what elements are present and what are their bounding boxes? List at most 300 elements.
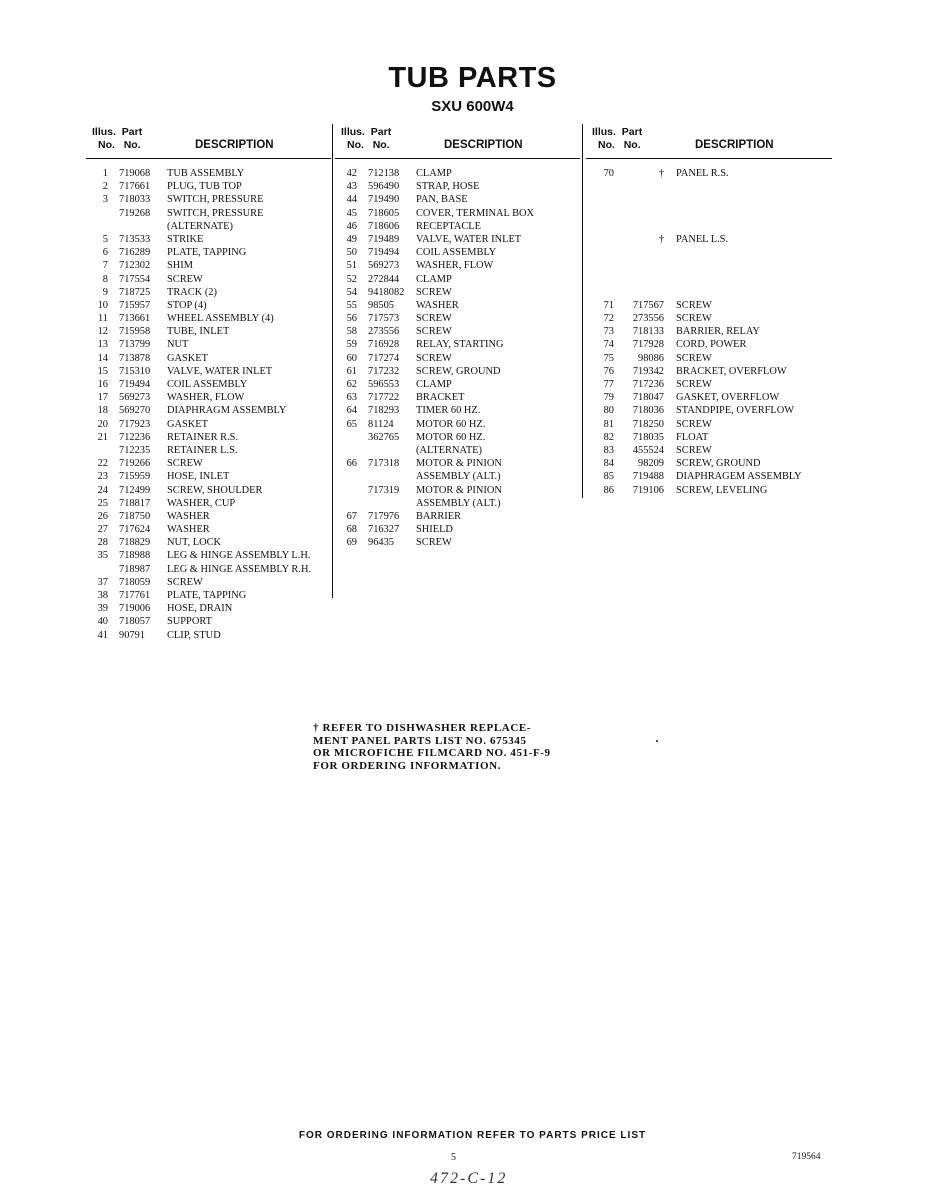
part-description: BRACKET, OVERFLOW [676,365,787,377]
item-number: 68 [346,524,357,536]
part-description: PANEL R.S. [676,168,729,179]
parts-row [335,404,580,417]
part-number: 717976 [368,510,400,522]
part-number: 718605 [368,207,400,219]
header-illus-part: Illus. Part [92,126,143,138]
part-description: SHIM [167,260,193,272]
parts-list [335,167,580,549]
part-number: 716289 [119,247,151,259]
parts-row [586,431,832,444]
part-number: 718057 [119,616,151,628]
item-number: 24 [97,484,108,496]
page-number: 5 [451,1152,456,1163]
parts-row [335,312,580,325]
column-header [335,124,580,158]
header-illus-part: Illus. Part [341,126,392,138]
parts-column-3 [586,124,832,497]
parts-row [86,167,331,180]
item-number: 10 [97,299,108,311]
part-description: CLAMP [416,273,452,285]
parts-row [335,497,580,510]
part-number: 718035 [632,431,664,443]
item-number: 3 [102,194,108,206]
part-number: 96435 [368,537,394,549]
part-number: 717624 [119,524,151,536]
parts-row [86,193,331,206]
item-number: 45 [346,207,357,219]
part-number: 717274 [368,352,400,364]
header-no: No. No. [347,139,390,151]
parts-row [586,273,832,286]
parts-row [586,193,832,206]
parts-row [86,404,331,417]
part-description: CLIP, STUD [167,629,221,641]
item-number: 6 [102,247,108,259]
part-number: 718033 [119,194,151,206]
part-description: CLAMP [416,168,452,179]
part-description: SCREW [167,576,203,588]
part-number: 719266 [119,458,151,470]
parts-row [86,259,331,272]
part-description: STANDPIPE, OVERFLOW [676,405,795,417]
parts-row [86,602,331,615]
parts-row [86,391,331,404]
item-number: 37 [97,576,108,588]
item-number: 40 [97,616,108,628]
part-description: BRACKET [416,392,465,404]
parts-row [86,338,331,351]
parts-row [86,325,331,338]
parts-row [335,510,580,523]
ordering-footer: FOR ORDERING INFORMATION REFER TO PARTS PRICE LIST [298,1130,647,1141]
part-description: GASKET, OVERFLOW [676,392,780,404]
item-number: 59 [346,339,357,351]
part-number: 717554 [119,273,151,285]
part-number: 719068 [119,168,151,179]
parts-row [335,523,580,536]
part-number: 719106 [632,484,664,496]
part-description: COIL ASSEMBLY [167,379,248,390]
part-description: RETAINER R.S. [167,431,239,443]
item-number: 43 [346,181,357,193]
parts-row [86,444,331,457]
parts-row [335,431,580,444]
parts-row [586,338,832,351]
part-description: MOTOR 60 HZ. [416,431,486,443]
parts-row [86,312,331,325]
item-number: 64 [346,405,357,417]
item-number: 70 [603,168,614,179]
item-number: 2 [102,181,108,193]
part-description: SWITCH, PRESSURE [167,207,264,219]
parts-row [335,246,580,259]
part-description: TUBE, INLET [167,326,230,338]
part-number: 717761 [119,590,151,601]
part-description: SCREW [676,444,712,456]
parts-row [586,246,832,259]
part-number: 717661 [119,181,151,193]
item-number: 72 [603,313,614,325]
parts-row [586,325,832,338]
part-description: (ALTERNATE) [167,220,233,232]
item-number: 51 [346,260,357,272]
part-description: SCREW [676,313,712,325]
item-number: 85 [603,471,614,483]
item-number: 69 [346,537,357,549]
part-description: ASSEMBLY (ALT.) [416,497,501,509]
parts-row [86,510,331,523]
part-description: TUB ASSEMBLY [167,168,245,179]
parts-row [586,378,832,391]
parts-list [586,167,832,497]
part-number: 569273 [119,392,151,404]
parts-row [586,299,832,312]
parts-row [86,431,331,444]
header-description: DESCRIPTION [695,139,774,151]
item-number: 80 [603,405,614,417]
item-number: 25 [97,497,108,509]
parts-list [86,167,331,642]
part-number: 713661 [119,313,151,325]
item-number: 65 [346,418,357,430]
parts-row [86,207,331,220]
part-number: 717722 [368,392,400,404]
header-rule [335,158,580,159]
part-description: MOTOR & PINION [416,484,502,496]
item-number: 60 [346,352,357,364]
scan-speck [656,740,658,742]
item-number: 75 [603,352,614,364]
part-number: 718047 [632,392,664,404]
parts-row [586,352,832,365]
part-number: 716327 [368,524,400,536]
parts-row [86,273,331,286]
parts-row [335,484,580,497]
part-description: SHIELD [416,524,453,536]
item-number: 71 [603,299,614,311]
part-number: 717928 [632,339,664,351]
part-description: WASHER, CUP [167,497,236,509]
part-description: DIAPHRAGM ASSEMBLY [167,405,287,417]
parts-row [86,180,331,193]
part-description: SCREW [416,286,452,298]
item-number: 81 [603,418,614,430]
parts-row [335,378,580,391]
part-description: SCREW [167,458,203,470]
part-description: SCREW, SHOULDER [167,484,263,496]
part-number: 715310 [119,365,151,377]
parts-row [335,286,580,299]
item-number: 74 [603,339,614,351]
part-description: VALVE, WATER INLET [416,233,522,245]
document-number: 719564 [792,1152,821,1162]
parts-row [335,470,580,483]
part-number: 718987 [119,563,151,575]
parts-row [335,338,580,351]
header-description: DESCRIPTION [444,139,523,151]
parts-row [86,589,331,602]
note-line: MENT PANEL PARTS LIST NO. 675345 [313,734,527,747]
part-number: 81124 [368,418,394,430]
item-number: 82 [603,431,614,443]
part-description: NUT, LOCK [167,537,222,549]
note-line: † REFER TO DISHWASHER REPLACE- [313,722,532,734]
part-number: 713533 [119,233,151,245]
part-number: 455524 [632,444,664,456]
item-number: 46 [346,220,357,232]
column-header [586,124,832,158]
part-number: 717573 [368,313,400,325]
part-description: SCREW [167,273,203,285]
part-number: 718036 [632,405,664,417]
parts-row [586,391,832,404]
parts-column-2 [335,124,580,549]
item-number: 77 [603,379,614,390]
parts-row [586,207,832,220]
part-number: 9418082 [368,286,405,298]
part-number: 719494 [368,247,400,259]
parts-row [86,576,331,589]
parts-row [335,299,580,312]
part-description: GASKET [167,418,208,430]
item-number: 12 [97,326,108,338]
parts-row [335,273,580,286]
item-number: 52 [346,273,357,285]
part-number: 717923 [119,418,151,430]
part-number: 712235 [119,444,151,456]
item-number: 35 [97,550,108,562]
header-no: No. No. [98,139,141,151]
item-number: 5 [102,233,108,245]
part-description: HOSE, INLET [167,471,230,483]
part-description: DIAPHRAGEM ASSEMBLY [676,471,802,483]
part-number: 569270 [119,405,151,417]
parts-row [86,523,331,536]
item-number: 50 [346,247,357,259]
part-description: CORD, POWER [676,339,747,351]
part-number: 715959 [119,471,151,483]
item-number: 83 [603,444,614,456]
parts-row [86,615,331,628]
part-number: 717318 [368,458,400,470]
part-description: SCREW [676,299,712,311]
part-description: STRAP, HOSE [416,181,480,193]
header-no: No. No. [598,139,641,151]
parts-row [335,391,580,404]
parts-row [335,444,580,457]
item-number: 63 [346,392,357,404]
note-line: FOR ORDERING INFORMATION. [313,759,502,772]
part-description: WASHER [167,524,210,536]
part-number: 719006 [119,603,151,615]
part-description: WASHER [416,299,459,311]
parts-row [86,484,331,497]
item-number: 86 [603,484,614,496]
item-number: 42 [346,168,357,179]
parts-row [335,536,580,549]
parts-row [586,404,832,417]
parts-row [335,167,580,180]
item-number: 76 [603,365,614,377]
part-description: MOTOR & PINION [416,458,502,470]
part-number: 719489 [368,233,400,245]
part-description: ASSEMBLY (ALT.) [416,471,501,483]
parts-row [586,457,832,470]
part-description: FLOAT [676,431,709,443]
item-number: 26 [97,510,108,522]
part-description: SCREW [416,313,452,325]
item-number: 18 [97,405,108,417]
parts-row [86,563,331,576]
part-number: 712302 [119,260,151,272]
part-description: PLATE, TAPPING [167,247,247,259]
parts-row [86,497,331,510]
parts-row [586,286,832,299]
item-number: 56 [346,313,357,325]
parts-row [86,629,331,642]
part-description: RELAY, STARTING [416,339,504,351]
part-number: 718133 [632,326,664,338]
part-description: PANEL L.S. [676,233,729,245]
item-number: 14 [97,352,108,364]
parts-row [586,259,832,272]
header-rule [86,158,331,159]
part-number: 715958 [119,326,151,338]
item-number: 38 [97,590,108,601]
part-description: LEG & HINGE ASSEMBLY L.H. [167,550,311,562]
parts-row [86,457,331,470]
part-number: 90791 [119,629,145,641]
part-description: CLAMP [416,379,452,390]
part-description: BARRIER, RELAY [676,326,760,338]
part-description: SCREW [416,326,452,338]
part-description: BARRIER [416,510,462,522]
item-number: 62 [346,379,357,390]
part-number: 718988 [119,550,151,562]
part-number: 717232 [368,365,400,377]
part-number: 98209 [638,458,664,470]
item-number: 16 [97,379,108,390]
part-description: STOP (4) [167,299,207,311]
part-description: SCREW, LEVELING [676,484,768,496]
item-number: 66 [346,458,357,470]
part-number: 273556 [632,313,664,325]
part-number: 719488 [632,471,664,483]
item-number: 79 [603,392,614,404]
part-description: PLATE, TAPPING [167,590,247,601]
item-number: 8 [102,273,108,285]
parts-row [335,365,580,378]
part-number: 717236 [632,379,664,390]
item-number: 1 [102,168,108,179]
part-number: 273556 [368,326,400,338]
item-number: 84 [603,458,614,470]
part-number: 718059 [119,576,151,588]
parts-row [335,180,580,193]
part-number: 569273 [368,260,400,272]
header-illus-part: Illus. Part [592,126,643,138]
part-description: SCREW [676,379,712,390]
part-description: STRIKE [167,233,204,245]
item-number: 22 [97,458,108,470]
item-number: 67 [346,510,357,522]
part-description: SCREW [676,418,712,430]
part-description: (ALTERNATE) [416,444,482,456]
item-number: 73 [603,326,614,338]
part-number: 718817 [119,497,151,509]
part-number: 718725 [119,286,151,298]
part-description: GASKET [167,352,208,364]
item-number: 44 [346,194,357,206]
part-description: WASHER, FLOW [416,260,494,272]
item-number: 20 [97,418,108,430]
parts-row [335,193,580,206]
parts-row [335,352,580,365]
part-number: 713799 [119,339,151,351]
parts-row [335,457,580,470]
item-number: 15 [97,365,108,377]
parts-row [586,484,832,497]
part-description: LEG & HINGE ASSEMBLY R.H. [167,563,312,575]
part-description: SCREW [676,352,712,364]
part-description: RETAINER L.S. [167,444,238,456]
parts-row [586,418,832,431]
part-number: 719490 [368,194,400,206]
item-number: 17 [97,392,108,404]
part-number: 718606 [368,220,400,232]
part-description: SCREW, GROUND [676,458,761,470]
header-rule [586,158,832,159]
item-number: 54 [346,286,357,298]
header-description: DESCRIPTION [195,139,274,151]
parts-row [586,312,832,325]
parts-row [335,418,580,431]
item-number: 61 [346,365,357,377]
item-number: 21 [97,431,108,443]
part-number: 712499 [119,484,151,496]
parts-row [586,180,832,193]
part-description: SCREW [416,537,452,549]
part-description: VALVE, WATER INLET [167,365,273,377]
parts-row [586,233,832,246]
part-number: 719494 [119,379,151,390]
part-description: COVER, TERMINAL BOX [416,207,535,219]
handwritten-annotation: 472-C-12 [430,1170,508,1187]
parts-row [86,365,331,378]
part-description: WASHER [167,510,210,522]
item-number: 41 [97,629,108,641]
parts-row [86,220,331,233]
part-number: 362765 [368,431,400,443]
parts-row [335,233,580,246]
part-number: 713878 [119,352,151,364]
part-description: PAN, BASE [416,194,468,206]
note-line: OR MICROFICHE FILMCARD NO. 451-F-9 [313,747,551,760]
part-number: 98505 [368,299,394,311]
part-description: TRACK (2) [167,286,217,298]
part-description: TIMER 60 HZ. [416,405,481,417]
parts-row [86,352,331,365]
parts-row [86,299,331,312]
parts-row [86,470,331,483]
part-number: 596490 [368,181,400,193]
item-number: 9 [102,286,108,298]
part-number: 712236 [119,431,151,443]
part-number: 717567 [632,299,664,311]
part-number: 272844 [368,273,400,285]
column-divider-1 [332,124,333,598]
part-description: SCREW [416,352,452,364]
